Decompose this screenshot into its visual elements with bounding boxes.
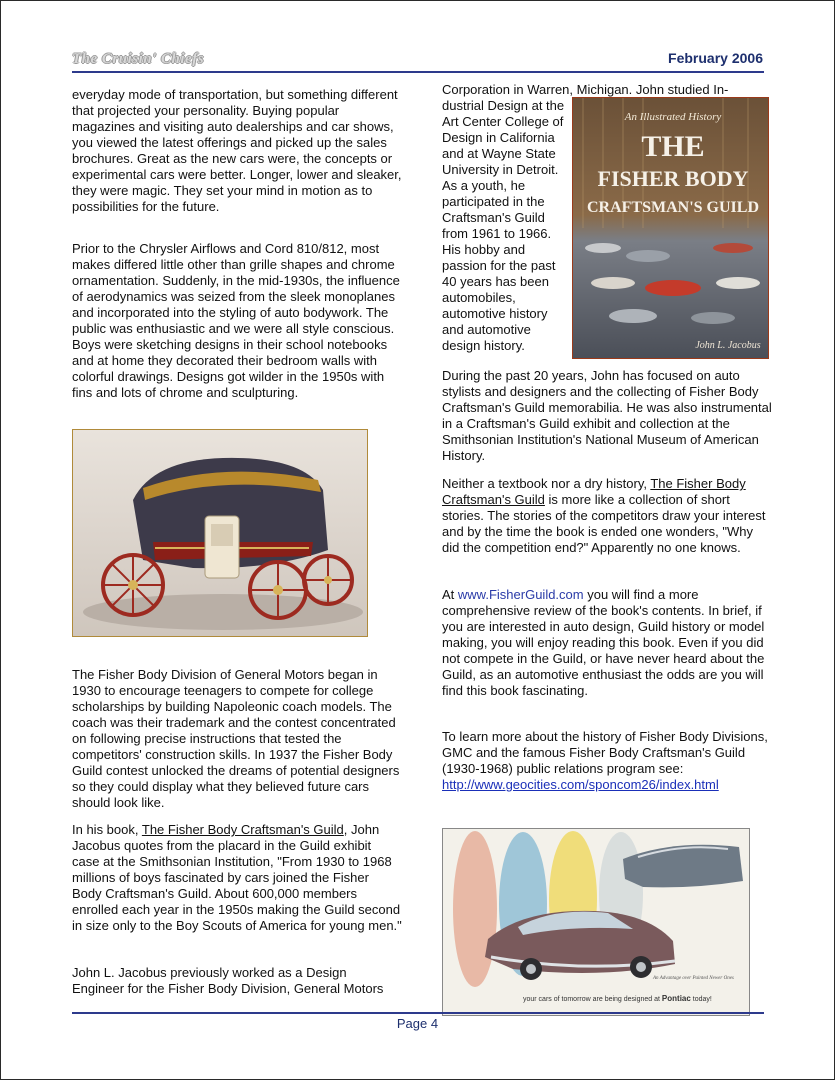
ad-caption: your cars of tomorrow are being designed at	[523, 996, 660, 1003]
svg-text:your cars of tomorrow are bein	[523, 994, 712, 1003]
paragraph-text: To learn more about the history of Fisher Body Divisions, GMC and the famous Fisher Body Craftsman's Guild (1930-1968) public relations program see:	[442, 729, 768, 776]
paragraph-text: The Fisher Body Division of General Motors began in 1930 to encourage teenagers to compete for college scholarships by building Napoleonic coach models. The coach was their trademark and the contest concentrated on following precise instructions that tested the competitors' construction skills. In 1937 the Fisher Body Guild contest unlocked the dreams of potential designers so they could display what they believed future cars should look like.	[72, 667, 400, 810]
header-rule	[72, 71, 764, 73]
paragraph-text: is more like a collection of short stories. The stories of the competitors draw your interest and by the time the book is ended one wonders, "Why did the competition end?" Apparently no one knows.	[442, 492, 766, 555]
book-title-line1: THE	[641, 130, 705, 163]
paragraph-text: Corporation in Warren, Michigan. John studied In-	[442, 82, 729, 97]
paragraph-text: During the past 20 years, John has focused on auto stylists and designers and the collecting of Fisher Body Craftsman's Guild memorabilia. He was also instrumental in a Craftsman's Guild exhibit and collection at the Smithsonian Institution's National Museum of American History.	[442, 368, 772, 463]
footer-rule	[72, 1012, 764, 1014]
paragraph-text: you will find a more comprehensive review of the book's contents. In brief, if you are interested in auto design, Guild history or model making, you will enjoy reading this book. Even if you did not compete in the Guild, or have never heard about the Guild, as an automotive enthusiast the odds are you will find this book fascinating.	[442, 587, 765, 698]
article-paragraph	[442, 587, 772, 699]
article-paragraph	[442, 98, 566, 354]
article-paragraph	[72, 667, 402, 811]
paragraph-text: Prior to the Chrysler Airflows and Cord 810/812, most makes differed little other than grille shapes and chrome ornamentation. Suddenly, in the mid-1930s, the influence of aerodynamics was seized from the sleek monoplanes and incorporated into the styling of auto bodywork. The public was enthusiastic and we were all style conscious. Boys were sketching designs in their school notebooks and at home they decorated their bedroom walls with colorful drawings. Designs got wilder in the 1950s with fins and lots of chrome and sculpturing.	[72, 241, 400, 400]
article-paragraph	[442, 476, 772, 556]
article-paragraph	[72, 87, 402, 215]
newsletter-title: The Cruisin' Chiefs	[72, 51, 205, 67]
book-subtitle: An Illustrated History	[624, 111, 722, 123]
paragraph-text: John L. Jacobus previously worked as a Design Engineer for the Fisher Body Division, General Motors	[72, 965, 384, 996]
fisherguild-link[interactable]: www.FisherGuild.com	[457, 587, 584, 602]
paragraph-text: Neither a textbook nor a dry history,	[442, 476, 651, 491]
book-title: The Fisher Body Craftsman's Guild	[141, 822, 344, 837]
book-title-line3: CRAFTSMAN'S GUILD	[586, 199, 760, 216]
paragraph-text: In his book,	[72, 822, 142, 837]
article-paragraph	[72, 965, 402, 997]
book-cover-image	[572, 97, 769, 359]
article-paragraph	[442, 368, 772, 464]
article-paragraph	[72, 822, 402, 934]
book-title-line2: FISHER BODY	[597, 166, 749, 191]
article-paragraph	[442, 729, 772, 793]
paragraph-text: , John Jacobus quotes from the placard in the Guild exhibit case at the Smithsonian Institution, "From 1930 to 1968 millions of boys fascinated by cars joined the Fisher Body Craftsman's Guild. About 600,000 members enrolled each year in the 1950s making the Guild second in size only to the Boy Scouts of America for young men."	[72, 822, 402, 933]
book-title: The Fisher Body Craftsman's Guild	[442, 476, 746, 507]
ad-brand: Pontiac	[661, 994, 691, 1003]
article-paragraph	[442, 82, 772, 98]
ad-caption-end: today!	[692, 996, 712, 1003]
page-number: Page 4	[396, 1016, 439, 1031]
paragraph-text: dustrial Design at the Art Center College of Design in California and at Wayne State University in Detroit. As a youth, he participated in the Craftsman's Guild from 1961 to 1966. His hobby and passion for the past 40 years has been automobiles, automotive history and automotive design history.	[442, 98, 565, 353]
pontiac-ad-image	[442, 828, 750, 1016]
ad-small-caption: An Advantage over Painted Newer Ones	[653, 976, 734, 981]
issue-date: February 2006	[668, 50, 763, 66]
paragraph-text: everyday mode of transportation, but something different that projected your personality. Buying popular magazines and visiting auto dealerships and car shows, you viewed the latest offerings and picked up the sales brochures. Great as the new cars were, the concepts or experimental cars were better. Longer, lower and sleaker, they were magic. They set your mind in motion as to possibilities for the future.	[72, 87, 402, 214]
napoleonic-coach-photo	[72, 429, 368, 637]
article-paragraph	[72, 241, 402, 401]
paragraph-text: At	[442, 587, 458, 602]
geocities-link[interactable]: http://www.geocities.com/sponcom26/index.html	[442, 777, 719, 792]
book-author: John L. Jacobus	[695, 340, 761, 351]
